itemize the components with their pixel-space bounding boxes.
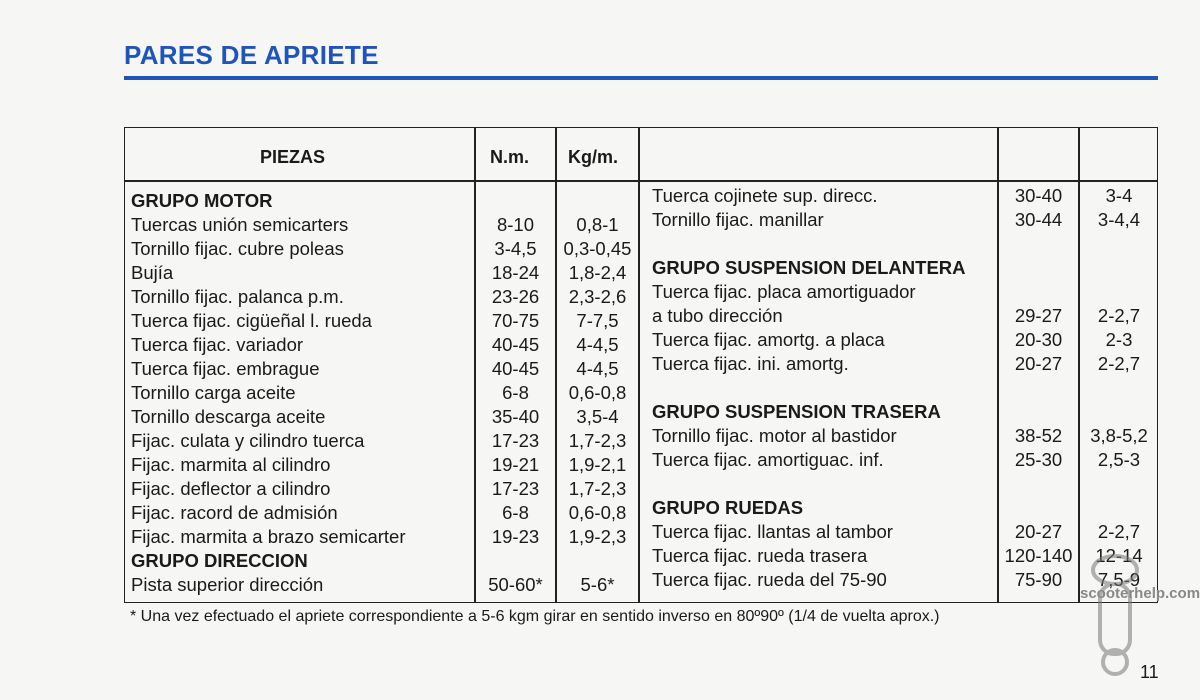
part-label: Tornillo fijac. motor al bastidor	[652, 425, 897, 446]
scooter-logo-watermark	[1080, 540, 1150, 680]
value-kgm: 1,7-2,3	[568, 430, 627, 451]
value-nm	[999, 400, 1078, 424]
page-number: 11	[1140, 662, 1159, 682]
value-nm: 19-21	[491, 454, 540, 475]
part-label: Tuerca cojinete sup. direcc.	[652, 185, 878, 206]
value-kgm	[1080, 232, 1158, 256]
col-divider	[638, 127, 640, 603]
value-kgm: 1,8-2,4	[568, 262, 627, 283]
value-kgm	[1080, 256, 1158, 280]
value-nm	[999, 376, 1078, 400]
value-kgm: 1,7-2,3	[568, 478, 627, 499]
value-nm	[999, 256, 1078, 280]
header-kgm: Kg/m.	[568, 147, 619, 167]
value-nm: 30-44	[1014, 209, 1063, 230]
part-label: Fijac. deflector a cilindro	[131, 478, 331, 499]
value-nm	[999, 232, 1078, 256]
value-nm: 30-40	[1014, 185, 1063, 206]
part-label: Tuercas unión semicarters	[131, 214, 349, 235]
value-nm: 40-45	[491, 334, 540, 355]
part-label: Tuerca fijac. placa amortiguador	[652, 281, 916, 302]
part-label: Tornillo descarga aceite	[131, 406, 326, 427]
part-label: Fijac. racord de admisión	[131, 502, 338, 523]
value-nm: 19-23	[491, 526, 540, 547]
part-label: Tuerca fijac. variador	[131, 334, 304, 355]
value-nm	[999, 472, 1078, 496]
part-label: Tornillo fijac. palanca p.m.	[131, 286, 344, 307]
part-label: Tuerca fijac. amortiguac. inf.	[652, 449, 884, 470]
value-kgm: 2,5-3	[1097, 449, 1141, 470]
value-kgm	[1080, 400, 1158, 424]
part-label: Tuerca fijac. rueda trasera	[652, 545, 868, 566]
part-label: Tornillo carga aceite	[131, 382, 296, 403]
part-label: Fijac. marmita a brazo semicarter	[131, 526, 406, 547]
part-label: Tuerca fijac. ini. amortg.	[652, 353, 849, 374]
group-heading: GRUPO DIRECCION	[131, 550, 308, 571]
value-kgm: 1,9-2,3	[568, 526, 627, 547]
value-nm: 6-8	[502, 382, 529, 403]
part-label: Tuerca fijac. embrague	[131, 358, 320, 379]
value-nm	[999, 280, 1078, 304]
part-label: Tuerca fijac. rueda del 75-90	[652, 569, 887, 590]
value-kgm: 0,6-0,8	[568, 502, 627, 523]
value-kgm: 2,3-2,6	[568, 286, 627, 307]
value-kgm	[1080, 496, 1158, 520]
group-heading: GRUPO SUSPENSION TRASERA	[652, 401, 941, 422]
page-title: PARES DE APRIETE	[124, 40, 379, 70]
value-kgm: 2-2,7	[1097, 305, 1141, 326]
value-kgm	[1080, 472, 1158, 496]
value-kgm	[557, 189, 638, 213]
value-nm: 25-30	[1014, 449, 1063, 470]
value-kgm: 0,6-0,8	[568, 382, 627, 403]
value-nm: 40-45	[491, 358, 540, 379]
value-nm: 29-27	[1014, 305, 1063, 326]
value-nm: 3-4,5	[494, 238, 537, 259]
value-kgm: 2-2,7	[1097, 353, 1141, 374]
value-kgm: 0,3-0,45	[563, 238, 632, 259]
title-rule	[124, 76, 1158, 80]
footnote: * Una vez efectuado el apriete correspondiente a 5-6 kgm girar en sentido inverso en 80º90º (1/4 de vuelta aprox.)	[130, 608, 940, 625]
value-nm: 6-8	[502, 502, 529, 523]
value-nm: 38-52	[1014, 425, 1063, 446]
part-label: Bujía	[131, 262, 174, 283]
value-nm: 70-75	[491, 310, 540, 331]
group-heading: GRUPO MOTOR	[131, 190, 273, 211]
value-kgm: 7,5-9	[1097, 569, 1141, 590]
value-nm: 75-90	[1014, 569, 1063, 590]
value-kgm: 12-14	[1095, 545, 1143, 566]
header-nm: N.m.	[490, 147, 530, 167]
value-kgm	[1080, 280, 1158, 304]
value-nm: 120-140	[1004, 545, 1073, 566]
part-label: Tornillo fijac. manillar	[652, 209, 824, 230]
value-nm	[999, 496, 1078, 520]
value-nm: 8-10	[496, 214, 535, 235]
value-kgm: 4-4,5	[576, 358, 619, 379]
value-nm: 23-26	[491, 286, 540, 307]
value-kgm: 5-6*	[580, 574, 615, 595]
value-nm	[476, 549, 555, 573]
value-nm: 17-23	[491, 430, 540, 451]
value-nm: 35-40	[491, 406, 540, 427]
part-label: Pista superior dirección	[131, 574, 324, 595]
group-heading: GRUPO RUEDAS	[652, 497, 804, 518]
value-kgm: 0,8-1	[576, 214, 619, 235]
value-nm: 20-30	[1014, 329, 1063, 350]
value-nm: 20-27	[1014, 521, 1063, 542]
group-heading: GRUPO SUSPENSION DELANTERA	[652, 257, 966, 278]
value-nm: 50-60*	[488, 574, 543, 595]
value-nm: 18-24	[491, 262, 540, 283]
header-divider	[124, 180, 1158, 182]
part-label: Tornillo fijac. cubre poleas	[131, 238, 344, 259]
value-kgm: 2-3	[1105, 329, 1133, 350]
header-piezas: PIEZAS	[260, 147, 326, 167]
part-label: Tuerca fijac. amortg. a placa	[652, 329, 885, 350]
value-nm	[476, 189, 555, 213]
value-nm: 20-27	[1014, 353, 1063, 374]
part-label: a tubo dirección	[652, 305, 783, 326]
value-kgm: 1,9-2,1	[568, 454, 627, 475]
value-kgm: 7-7,5	[576, 310, 619, 331]
value-kgm: 3,5-4	[576, 406, 619, 427]
value-kgm: 2-2,7	[1097, 521, 1141, 542]
value-kgm: 3,8-5,2	[1090, 425, 1148, 446]
part-label: Fijac. marmita al cilindro	[131, 454, 331, 475]
value-kgm	[1080, 376, 1158, 400]
value-nm: 17-23	[491, 478, 540, 499]
watermark: scooterhelp.com	[1080, 585, 1200, 602]
value-kgm: 3-4	[1105, 185, 1133, 206]
part-label: Tuerca fijac. cigüeñal l. rueda	[131, 310, 372, 331]
value-kgm: 3-4,4	[1097, 209, 1141, 230]
value-kgm: 4-4,5	[576, 334, 619, 355]
part-label: Fijac. culata y cilindro tuerca	[131, 430, 365, 451]
part-label: Tuerca fijac. llantas al tambor	[652, 521, 893, 542]
value-kgm	[557, 549, 638, 573]
